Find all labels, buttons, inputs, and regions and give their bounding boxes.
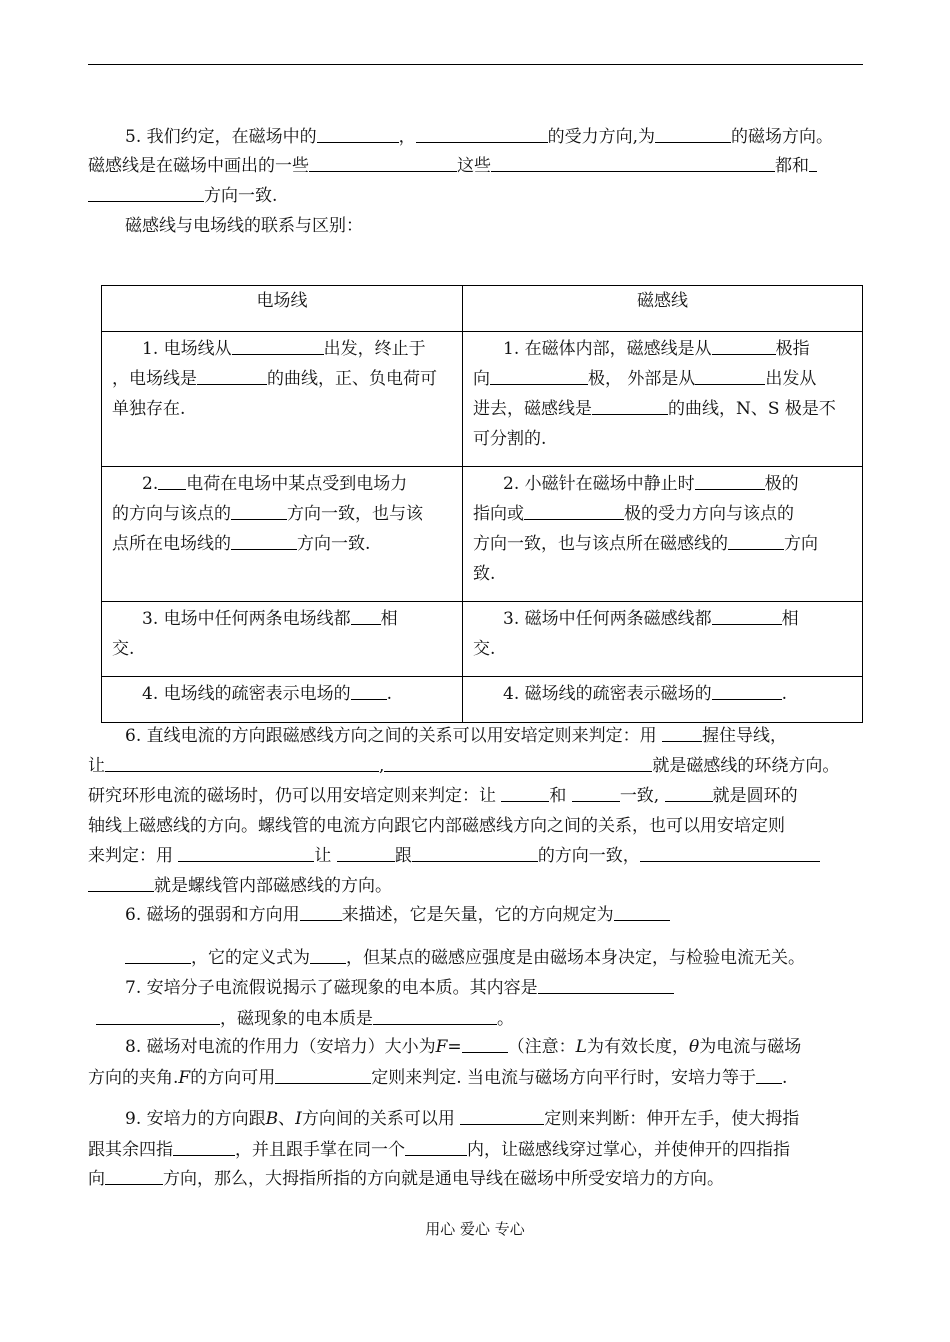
- blank[interactable]: [712, 608, 782, 625]
- q6a-line-1: 6. 直线电流的方向跟磁感线方向之间的关系可以用安培定则来判定：用 握住导线，: [125, 726, 788, 746]
- blank[interactable]: [405, 1139, 467, 1156]
- blank[interactable]: [640, 845, 820, 862]
- q7-line-1: 7. 安培分子电流假说揭示了磁现象的电本质。其内容是: [125, 976, 905, 1000]
- blank[interactable]: [158, 473, 186, 490]
- blank[interactable]: [105, 755, 379, 772]
- q6a-line-4: 轴线上磁感线的方向。螺线管的电流方向跟它内部磁感线方向之间的关系，也可以用安培定则: [88, 816, 785, 836]
- blank[interactable]: [384, 755, 652, 772]
- q7-line-2: ，磁现象的电本质是 。: [96, 1007, 876, 1031]
- blank[interactable]: [337, 845, 395, 862]
- table-row: 2. 电荷在电场中某点受到电场力 的方向与该点的 方向一致，也与该 点所在电场线的 方向一致. 2. 小磁针在磁场中静止时 极的 指向或 极的受力方向与该点的 方向一致，也与该点所在磁感线的 方向 致.: [102, 467, 863, 602]
- blank[interactable]: [88, 185, 204, 202]
- header-rule: [88, 64, 863, 65]
- blank[interactable]: [412, 845, 538, 862]
- blank[interactable]: [712, 683, 782, 700]
- blank[interactable]: [538, 977, 674, 994]
- blank[interactable]: [309, 155, 457, 172]
- q9-line-3: 向 方向，那么，大拇指所指的方向就是通电导线在磁场中所受安培力的方向。: [88, 1169, 724, 1189]
- blank[interactable]: [524, 503, 624, 520]
- blank[interactable]: [460, 1108, 544, 1125]
- blank[interactable]: [662, 725, 702, 742]
- blank[interactable]: [695, 368, 765, 385]
- blank[interactable]: [614, 904, 670, 921]
- q9-line-1: 9. 安培力的方向跟B、I方向间的关系可以用 定则来判断：伸开左手，使大拇指: [125, 1109, 800, 1129]
- table-row: 1. 电场线从 出发，终止于 ，电场线是 的曲线，正、负电荷可 单独存在. 1. 在磁体内部，磁感线是从 极指 向 极， 外部是从 出发从 进去，磁感线是 的曲线，N、S 极是不 可分割的.: [102, 332, 863, 467]
- blank[interactable]: [572, 785, 620, 802]
- blank[interactable]: [173, 1139, 235, 1156]
- q6a-line-2: 让 , 就是磁感线的环绕方向。: [88, 756, 840, 776]
- blank[interactable]: [756, 1067, 782, 1084]
- table-header-magnetic: 磁感线: [463, 286, 863, 332]
- blank[interactable]: [275, 1067, 371, 1084]
- table-row: 4. 电场线的疏密表示电场的 . 4. 磁场线的疏密表示磁场的 .: [102, 677, 863, 723]
- blank[interactable]: [665, 785, 713, 802]
- blank[interactable]: [728, 533, 784, 550]
- blank[interactable]: [96, 1008, 220, 1025]
- q6a-line-5: 来判定：用 让 跟 的方向一致，: [88, 844, 868, 868]
- blank[interactable]: [809, 155, 817, 172]
- blank[interactable]: [351, 683, 387, 700]
- q5-line-1: 5. 我们约定，在磁场中的 ， 的受力方向,为 的磁场方向。: [125, 127, 834, 147]
- blank[interactable]: [490, 368, 588, 385]
- blank[interactable]: [462, 1036, 508, 1053]
- blank[interactable]: [491, 155, 775, 172]
- blank[interactable]: [310, 947, 346, 964]
- blank[interactable]: [231, 503, 287, 520]
- blank[interactable]: [592, 398, 668, 415]
- q6a-line-6: 就是螺线管内部磁感线的方向。: [88, 874, 868, 898]
- comparison-table: [101, 285, 863, 723]
- q6b-line-2: ，它的定义式为 ，但某点的磁感应强度是由磁场本身决定，与检验电流无关。: [125, 946, 905, 970]
- blank[interactable]: [231, 533, 297, 550]
- compare-title: 磁感线与电场线的联系与区别：: [125, 216, 363, 236]
- blank[interactable]: [178, 845, 314, 862]
- blank[interactable]: [88, 875, 154, 892]
- q5-line-2: 磁感线是在磁场中画出的一些 这些 都和: [88, 154, 868, 178]
- q6b-line-1: 6. 磁场的强弱和方向用 来描述，它是矢量，它的方向规定为: [125, 903, 905, 927]
- blank[interactable]: [300, 904, 342, 921]
- blank[interactable]: [197, 368, 267, 385]
- table-row: 3. 电场中任何两条电场线都 相 交. 3. 磁场中任何两条磁感线都 相 交.: [102, 602, 863, 677]
- blank[interactable]: [351, 608, 381, 625]
- q9-line-2: 跟其余四指 ，并且跟手掌在同一个 内，让磁感线穿过掌心，并使伸开的四指指: [88, 1140, 790, 1160]
- blank[interactable]: [232, 338, 324, 355]
- blank[interactable]: [373, 1008, 497, 1025]
- blank[interactable]: [125, 947, 191, 964]
- table-header-electric: 电场线: [102, 286, 463, 332]
- q6a-line-3: 研究环形电流的磁场时，仍可以用安培定则来判定：让 和 一致, 就是圆环的: [88, 786, 798, 806]
- q8-line-2: 方向的夹角.F的方向可用 定则来判定. 当电流与磁场方向平行时，安培力等于 .: [88, 1068, 788, 1088]
- blank[interactable]: [695, 473, 765, 490]
- blank[interactable]: [501, 785, 549, 802]
- q5-line-3: 方向一致.: [88, 184, 868, 208]
- page-footer: 用心 爱心 专心: [425, 1220, 525, 1238]
- blank[interactable]: [317, 126, 399, 143]
- blank[interactable]: [416, 126, 548, 143]
- q8-line-1: 8. 磁场对电流的作用力（安培力）大小为F= （注意：L为有效长度，θ为电流与磁场: [125, 1037, 802, 1057]
- blank[interactable]: [105, 1168, 163, 1185]
- blank[interactable]: [655, 126, 731, 143]
- blank[interactable]: [712, 338, 776, 355]
